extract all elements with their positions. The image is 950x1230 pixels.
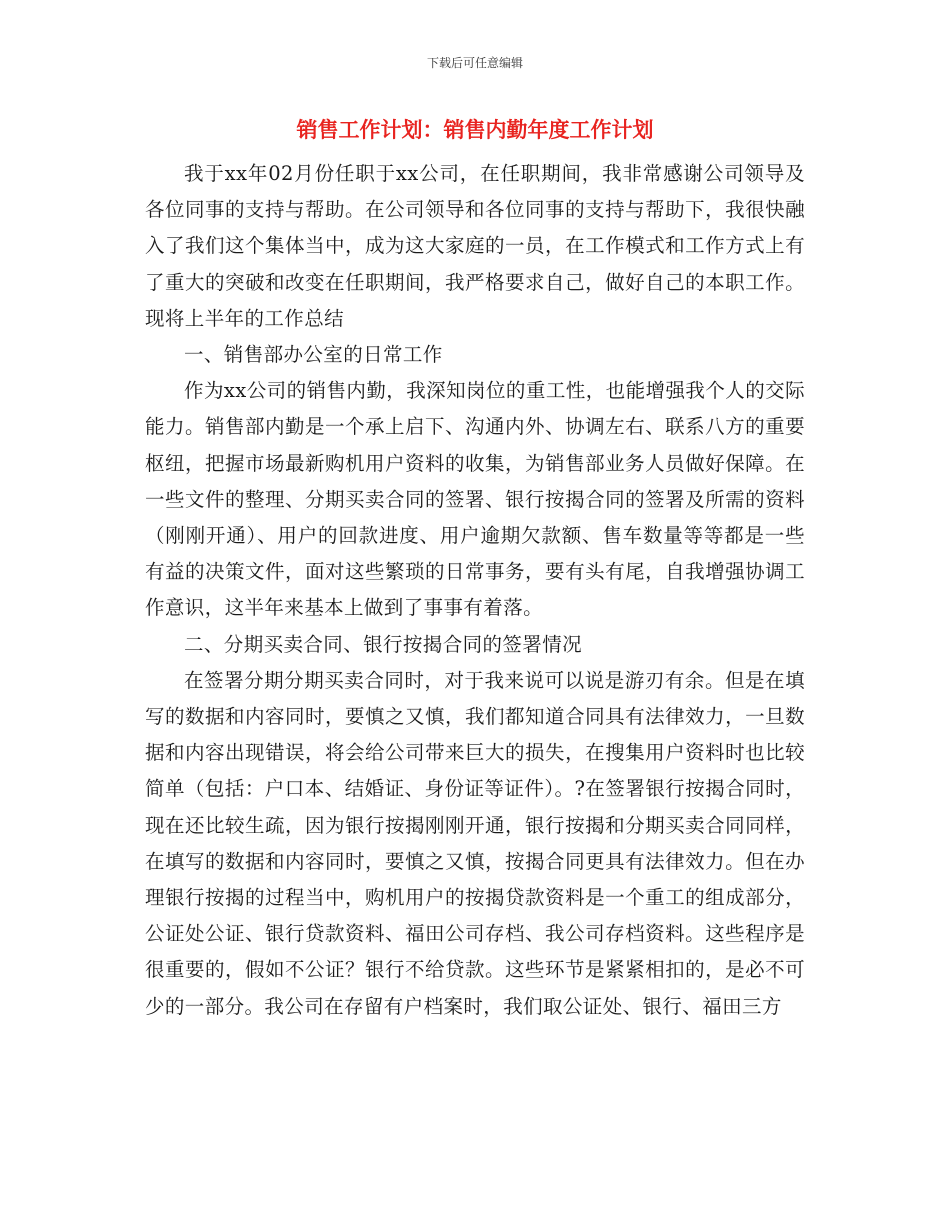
paragraph-section-1: 作为xx公司的销售内勤，我深知岗位的重工性，也能增强我个人的交际能力。销售部内勤是一个承上启下、沟通内外、协调左右、联系八方的重要枢纽，把握市场最新购机用户资料的收集，为销售部业务人员做好保障。在一些文件的整理、分期买卖合同的签署、银行按揭合同的签署及所需的资料（刚刚开通）、用户的回款进度、用户逾期欠款额、售车数量等等都是一些有益的决策文件，面对这些繁琐的日常事务，要有头有尾，自我增强协调工作意识，这半年来基本上做到了事事有着落。	[145, 379, 805, 620]
header-note: 下载后可任意编辑	[426, 56, 523, 70]
paragraph-intro: 我于xx年02月份任职于xx公司，在任职期间，我非常感谢公司领导及各位同事的支持与帮助。在公司领导和各位同事的支持与帮助下，我很快融入了我们这个集体当中，成为这大家庭的一员，在工作模式和工作方式上有了重大的突破和改变在任职期间，我严格要求自己，做好自己的本职工作。现将上半年的工作总结	[145, 162, 805, 330]
paragraph-section-2: 在签署分期分期买卖合同时，对于我来说可以说是游刃有余。但是在填写的数据和内容同时，要慎之又慎，我们都知道合同具有法律效力，一旦数据和内容出现错误，将会给公司带来巨大的损失，在搜集用户资料时也比较简单（包括：户口本、结婚证、身份证等证件）。?在签署银行按揭合同时，现在还比较生疏，因为银行按揭刚刚开通，银行按揭和分期买卖合同同样，在填写的数据和内容同时，要慎之又慎，按揭合同更具有法律效力。但在办理银行按揭的过程当中，购机用户的按揭贷款资料是一个重工的组成部分，公证处公证、银行贷款资料、福田公司存档、我公司存档资料。这些程序是很重要的，假如不公证？银行不给贷款。这些环节是紧紧相扣的，是必不可少的一部分。我公司在存留有户档案时，我们取公证处、银行、福田三方	[145, 668, 805, 1018]
document-title: 销售工作计划：销售内勤年度工作计划	[296, 118, 654, 142]
section-heading-1: 一、销售部办公室的日常工作	[184, 343, 443, 367]
section-heading-2: 二、分期买卖合同、银行按揭合同的签署情况	[184, 632, 583, 656]
document-body	[145, 156, 805, 1025]
